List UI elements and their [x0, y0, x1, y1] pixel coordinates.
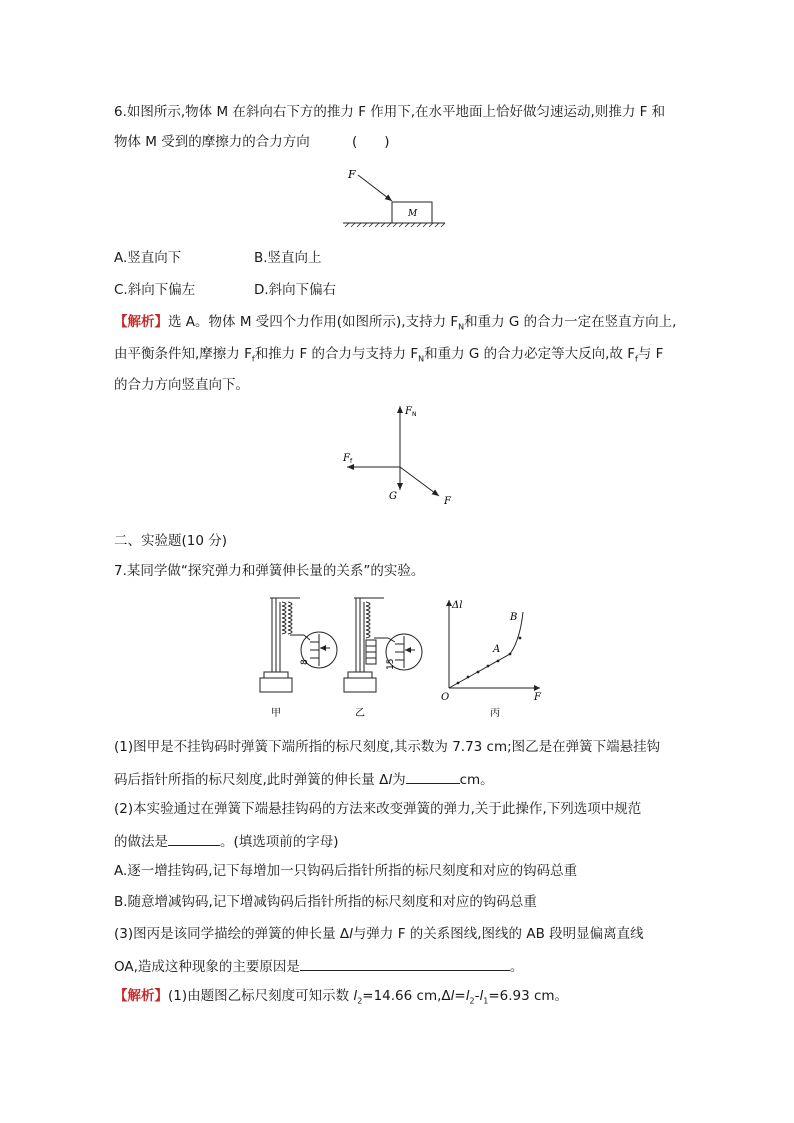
q6-answer-bracket: ( ): [352, 134, 390, 150]
apparatus-jia: [260, 598, 337, 692]
q6-stem-line-1: 6.如图所示,物体 M 在斜向右下方的推力 F 作用下,在水平地面上恰好做匀速运动,则推力 F 和: [114, 104, 666, 120]
figure-spring-experiment: [252, 590, 552, 722]
graph-axis-x-label: F: [534, 692, 541, 703]
q6-exp2-text-a: 由平衡条件知,摩擦力 F: [114, 346, 252, 362]
jiexi-tag-q7: 【解析】: [114, 988, 168, 1004]
q7-p1-text-b: 为: [392, 772, 406, 788]
graph-axis-y-label: Δl: [452, 600, 463, 611]
q7-p1-var-l: l: [388, 772, 393, 788]
q7-part2-line-2: [114, 831, 339, 851]
q7-p3-text-c: OA,造成这种现象的主要原因是: [114, 959, 300, 975]
q7-part2-option-a: A.逐一增挂钩码,记下每增加一只钩码后指针所指的标尺刻度和对应的钩码总重: [114, 863, 578, 879]
q7-stem: 7.某同学做“探究弹力和弹簧伸长量的关系”的实验。: [114, 563, 425, 579]
section-title: 二、实验题(10 分): [114, 533, 228, 549]
jiexi-tag: 【解析】: [114, 314, 168, 330]
graph-origin-label: O: [441, 692, 450, 703]
q6-explanation-line-3: 的合力方向竖直向下。: [114, 377, 249, 393]
answer-blank-1[interactable]: [406, 769, 460, 784]
fig1-label-M: M: [408, 209, 418, 219]
q7-part2-option-b: B.随意增减钩码,记下增减钩码后指针所指的标尺刻度和对应的钩码总重: [114, 894, 537, 910]
q7-p3-text-b: 与弹力 F 的关系图线,图线的 AB 段明显偏离直线: [352, 926, 644, 942]
answer-blank-3[interactable]: [300, 956, 510, 971]
q7-p2-text-b: 。(填选项前的字母): [220, 834, 339, 850]
q7-exp-text-e: =6.93 cm。: [488, 988, 569, 1004]
q6-explanation-line-2: [114, 345, 663, 369]
q7-part3-line-1: [114, 925, 644, 943]
q7-exp-var-l: l: [450, 988, 455, 1004]
q7-explanation: [114, 987, 568, 1011]
fig1-label-F: F: [348, 168, 356, 181]
q7-p1-text-c: cm。: [459, 772, 494, 788]
q7-p3-text-d: 。: [509, 959, 524, 975]
q7-p1-text-a: 码后指针所指的标尺刻度,此时弹簧的伸长量 Δ: [114, 772, 389, 788]
label-jia: 甲: [271, 708, 281, 719]
fig1-ground-hatch: [345, 223, 445, 227]
q6-exp1-text-b: 和重力 G 的合力一定在竖直方向上,: [464, 314, 677, 330]
q7-exp-sub-2b: 2: [469, 996, 475, 1006]
apparatus-yi: [344, 598, 422, 692]
q7-exp-text-b: =14.66 cm,Δ: [362, 988, 451, 1004]
q7-exp-text-c: =: [454, 988, 466, 1004]
answer-blank-2[interactable]: [168, 831, 220, 846]
q6-exp2-text-c: 和重力 G 的合力必定等大反向,故 F: [424, 346, 635, 362]
q6-explanation-line-1: [114, 313, 676, 337]
q6-exp2-sub-f2: f: [634, 354, 638, 364]
q6-exp2-text-b: 和推力 F 的合力与支持力 F: [254, 346, 419, 362]
graph-point-A-label: A: [493, 644, 501, 655]
q6-option-b: B.竖直向上: [254, 250, 322, 266]
label-bing: 丙: [490, 708, 500, 719]
q6-exp2-sub-f1: f: [251, 354, 255, 364]
q6-exp2-sub-N: N: [418, 354, 425, 364]
q6-exp1-sub-N: N: [458, 322, 465, 332]
fig2-label-FN: $F_N$: [405, 406, 417, 418]
q7-exp-var-l2b: l: [465, 988, 470, 1004]
q6-exp1-text-a: 选 A。物体 M 受四个力作用(如图所示),支持力 F: [168, 314, 459, 330]
q7-p2-text-a: 的做法是: [114, 834, 168, 850]
q6-stem-line-2: [114, 133, 390, 151]
q7-part1-line-1: (1)图甲是不挂钩码时弹簧下端所指的标尺刻度,其示数为 7.73 cm;图乙是在弹簧下端悬挂钩: [114, 739, 661, 755]
q7-exp-sub-2: 2: [357, 996, 363, 1006]
fig2-label-Ff: $F_f$: [343, 453, 353, 465]
graph-point-B-label: B: [510, 612, 518, 623]
q7-part3-line-2: [114, 956, 523, 976]
fig2-arrow-F: [400, 467, 439, 496]
q6-options-row-1: [114, 249, 322, 267]
q7-exp-sub-1: 1: [483, 996, 489, 1006]
q6-stem-text: 物体 M 受到的摩擦力的合力方向: [114, 134, 310, 150]
q7-part1-line-2: [114, 769, 494, 789]
scale-reading-yi: 15: [386, 658, 396, 670]
figure-block-on-ground: [340, 165, 450, 235]
q6-options-row-2: [114, 281, 337, 299]
q6-option-a: A.竖直向下: [114, 250, 182, 266]
scale-reading-jia: 8: [300, 659, 310, 665]
figure-force-diagram: [335, 402, 465, 514]
fig1-push-arrow: [358, 175, 392, 201]
q7-p3-var-l: l: [349, 926, 353, 942]
fig2-label-F: F: [444, 496, 451, 507]
fig2-label-G: G: [389, 491, 397, 502]
label-yi: 乙: [355, 708, 365, 719]
q7-part2-line-1: (2)本实验通过在弹簧下端悬挂钩码的方法来改变弹簧的弹力,关于此操作,下列选项中规范: [114, 801, 642, 817]
q7-exp-text-a: (1)由题图乙标尺刻度可知示数: [168, 988, 354, 1004]
q7-exp-text-d: -: [474, 988, 480, 1004]
q7-exp-var-l2: l: [353, 988, 358, 1004]
q6-option-d: D.斜向下偏右: [254, 282, 337, 298]
q6-option-c: C.斜向下偏左: [114, 282, 196, 298]
q7-p3-text-a: (3)图丙是该同学描绘的弹簧的伸长量 Δ: [114, 926, 350, 942]
q7-exp-var-l1: l: [479, 988, 484, 1004]
q6-exp2-text-d: 与 F: [637, 346, 664, 362]
